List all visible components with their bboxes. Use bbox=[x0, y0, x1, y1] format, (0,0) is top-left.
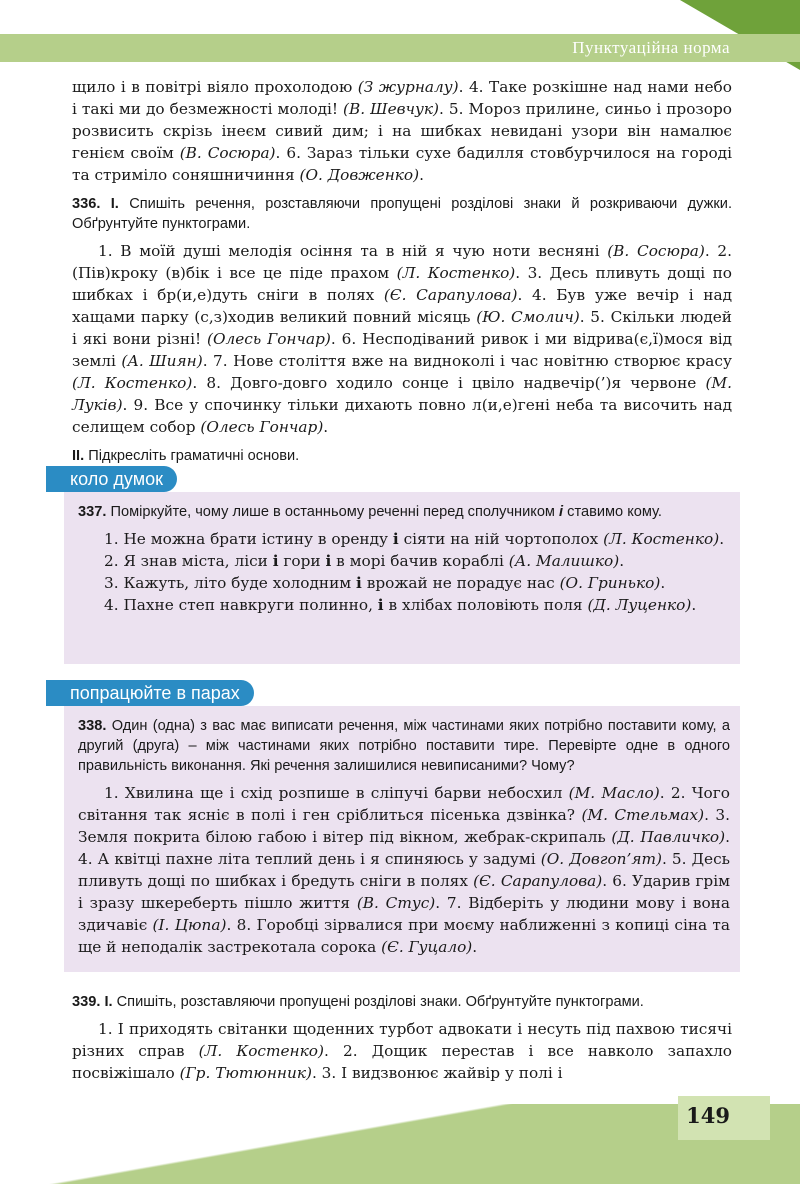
sentence-text: . bbox=[323, 418, 329, 436]
sentence-text: . 4. Таке розкішне над нами небо і такі ми до безмежності молоді! bbox=[72, 78, 732, 118]
sentence-text: . 3. Десь пливуть дощі по шибках і бр(и,е)дуть сніги в полях bbox=[72, 264, 732, 304]
sentence-text: 4. Пахне степ навкруги полинно, bbox=[104, 596, 378, 614]
sentence-text: . 4. А квітці пахне літа теплий день і я спиняюсь у задумі bbox=[78, 828, 730, 868]
source-citation: (З журналу) bbox=[357, 78, 459, 96]
sentence-text: . bbox=[691, 596, 697, 614]
sentence-text: 3. Кажуть, літо буде холодним bbox=[104, 574, 357, 592]
page-number: 149 bbox=[686, 1103, 730, 1128]
sentence-text: . bbox=[472, 938, 478, 956]
source-citation: (Є. Гуцало) bbox=[381, 938, 473, 956]
sentence-text: врожай не порадує нас bbox=[361, 574, 560, 592]
task-337-sentences bbox=[78, 528, 730, 616]
task-number: 337. bbox=[78, 504, 107, 520]
sentence-text: . bbox=[719, 530, 725, 548]
task-336-part2 bbox=[72, 446, 732, 466]
task-339-text bbox=[72, 1018, 732, 1084]
list-item bbox=[78, 550, 730, 572]
sentence-text: . 3. Земля покрита білою габою і вітер під вікном, жебрак-скрипаль bbox=[78, 806, 730, 846]
task-instruction: Один (одна) з вас має виписати речення, між частинами яких потрібно поставити кому, а другий (друга) – між частинами яких потрібно поставити тире. Перевірте одне в одного правильність виконання. Які речення залишилися невиписаними? Чому? bbox=[78, 718, 730, 774]
sentence-text: гори bbox=[278, 552, 326, 570]
intro-paragraph bbox=[72, 76, 732, 186]
task-part-text: Підкресліть граматичні основи. bbox=[84, 448, 300, 464]
list-item bbox=[78, 572, 730, 594]
header-title: Пунктуаційна норма bbox=[572, 38, 730, 57]
source-citation: (Ю. Смолич) bbox=[476, 308, 580, 326]
source-citation: (Л. Костенко) bbox=[603, 530, 720, 548]
source-citation: (В. Шевчук) bbox=[343, 100, 440, 118]
sentence-text: . 8. Горобці зірвалися при моєму наближенні з копиці сіна та ще й неподалік застрекотала сорока bbox=[78, 916, 731, 956]
source-citation: (М. Стельмах) bbox=[581, 806, 705, 824]
section-tab-pairs: попрацюйте в парах bbox=[46, 680, 254, 706]
source-citation: (А. Малишко) bbox=[508, 552, 620, 570]
task-number: 338. bbox=[78, 718, 107, 734]
sentence-text: . bbox=[619, 552, 625, 570]
task-338-text bbox=[78, 782, 730, 958]
source-citation: (В. Сосюра) bbox=[607, 242, 705, 260]
sentence-text: . 3. І видзвонює жайвір у полі і bbox=[311, 1064, 563, 1082]
sentence-text: . 7. Нове століття вже на видноколі і час новітню створює красу bbox=[202, 352, 732, 370]
conjunction-i: і bbox=[377, 596, 384, 614]
sentence-text: . 2. Дощик перестав і все навколо запахло посвіжішало bbox=[72, 1042, 732, 1082]
task-339-block bbox=[72, 984, 732, 1084]
sentence-text: . 7. Відберіть у людини мову і вона здичавіє bbox=[78, 894, 730, 934]
task-338-instruction bbox=[78, 716, 730, 776]
source-citation: (І. Цюпа) bbox=[152, 916, 227, 934]
task-number: 339. I. bbox=[72, 994, 113, 1010]
page-content bbox=[72, 76, 732, 472]
conjunction-i: і bbox=[325, 552, 332, 570]
sentence-text: . 5. Мороз прилине, синьо і прозоро розвисить скрізь інеєм сивий дим; і на шибках невидані узори він намалює генієм своїм bbox=[72, 100, 732, 162]
sentence-text: . 6. Несподіваний ривок і ми відрива(є,ї)мося від землі bbox=[72, 330, 733, 370]
sentence-text: . 8. Довго-довго ходило сонце і цвіло надвечір(’)я червоне bbox=[192, 374, 706, 392]
section-tab-kolo-dumok: коло думок bbox=[46, 466, 177, 492]
source-citation: (О. Довженко) bbox=[299, 166, 420, 184]
source-citation: (Л. Костенко) bbox=[72, 374, 193, 392]
task-number: 336. I. bbox=[72, 196, 119, 212]
sentence-text: в хлібах половіють поля bbox=[383, 596, 588, 614]
source-citation: (М. Масло) bbox=[568, 784, 660, 802]
source-citation: (Л. Костенко) bbox=[396, 264, 516, 282]
source-citation: (О. Гринько) bbox=[559, 574, 661, 592]
sentence-text: . 2. Чого світання так ясніє в полі і ген сріблиться пісенька дзвінка? bbox=[78, 784, 730, 824]
source-citation: (Олесь Гончар) bbox=[200, 418, 324, 436]
source-citation: (Є. Сарапулова) bbox=[473, 872, 603, 890]
sentence-text: . 2. (Пів)кроку (в)бік і все це піде прахом bbox=[72, 242, 732, 282]
source-citation: (Д. Луценко) bbox=[587, 596, 692, 614]
source-citation: (Д. Павличко) bbox=[611, 828, 726, 846]
task-instruction: Спишіть речення, розставляючи пропущені розділові знаки й розкриваючи дужки. Обґрунтуйте пунктограми. bbox=[72, 196, 732, 232]
sentence-text: 2. Я знав міста, ліси bbox=[104, 552, 273, 570]
source-citation: (В. Сосюра) bbox=[179, 144, 276, 162]
source-citation: (Л. Костенко) bbox=[198, 1042, 324, 1060]
task-instruction-end: ставимо кому. bbox=[563, 504, 662, 520]
sentence-text: . 4. Був уже вечір і над хащами парку (с,з)ходив великий повний місяць bbox=[72, 286, 733, 326]
source-citation: (Гр. Тютюнник) bbox=[179, 1064, 312, 1082]
conjunction-i: і bbox=[356, 574, 362, 592]
list-item bbox=[78, 528, 730, 550]
source-citation: (Олесь Гончар) bbox=[207, 330, 331, 348]
list-item bbox=[78, 594, 730, 616]
sentence-text: 1. І приходять світанки щоденних турбот адвокати і несуть під пахвою тисячі різних справ bbox=[72, 1020, 732, 1060]
sentence-text: щило і в повітрі віяло прохолодою bbox=[72, 78, 358, 96]
conjunction-i: і bbox=[272, 552, 279, 570]
source-citation: (Є. Сарапулова) bbox=[383, 286, 518, 304]
sentence-text: . 5. Скільки людей і які вони різні! bbox=[72, 308, 732, 348]
sentence-text: в морі бачив кораблі bbox=[331, 552, 509, 570]
sentence-text: . 6. Ударив грім і зразу шкереберть пішло життя bbox=[78, 872, 730, 912]
conjunction-i: і bbox=[392, 530, 399, 548]
task-336-instruction bbox=[72, 194, 732, 234]
source-citation: (М. Луків) bbox=[72, 374, 732, 414]
conjunction-i: і bbox=[559, 504, 564, 520]
sentence-text: . bbox=[419, 166, 424, 184]
task-part-number: II. bbox=[72, 448, 85, 464]
sentence-text: 1. В моїй душі мелодія осіння та в ній я чую ноти весняні bbox=[98, 242, 608, 260]
source-citation: (О. Довгоп’ят) bbox=[540, 850, 662, 868]
task-337-instruction bbox=[78, 502, 730, 522]
source-citation: (А. Шиян) bbox=[121, 352, 203, 370]
sentence-text: 1. Хвилина ще і схід розпише в сліпучі барви небосхил bbox=[104, 784, 569, 802]
task-instruction: Спишіть, розставляючи пропущені розділові знаки. Обґрунтуйте пунктограми. bbox=[112, 994, 644, 1010]
sentence-text: сіяти на ній чортополох bbox=[398, 530, 604, 548]
sentence-text: . 9. Все у спочинку тільки дихають повно л(и,е)гені неба та височить над селищем собор bbox=[72, 396, 732, 436]
sentence-text: . 6. Зараз тільки сухе бадилля стовбурчилося на городі та стриміло соняшничиння bbox=[72, 144, 732, 184]
task-336-text bbox=[72, 240, 732, 438]
sentence-text: . 5. Десь пливуть дощі по шибках і бредуть сніги в полях bbox=[78, 850, 730, 890]
task-instruction: Поміркуйте, чому лише в останньому реченні перед сполучником bbox=[106, 504, 560, 520]
task-338-panel bbox=[64, 706, 740, 972]
task-339-instruction bbox=[72, 992, 732, 1012]
sentence-text: 1. Не можна брати істину в оренду bbox=[104, 530, 393, 548]
source-citation: (В. Стус) bbox=[356, 894, 436, 912]
sentence-text: . bbox=[660, 574, 666, 592]
task-337-panel bbox=[64, 492, 740, 664]
